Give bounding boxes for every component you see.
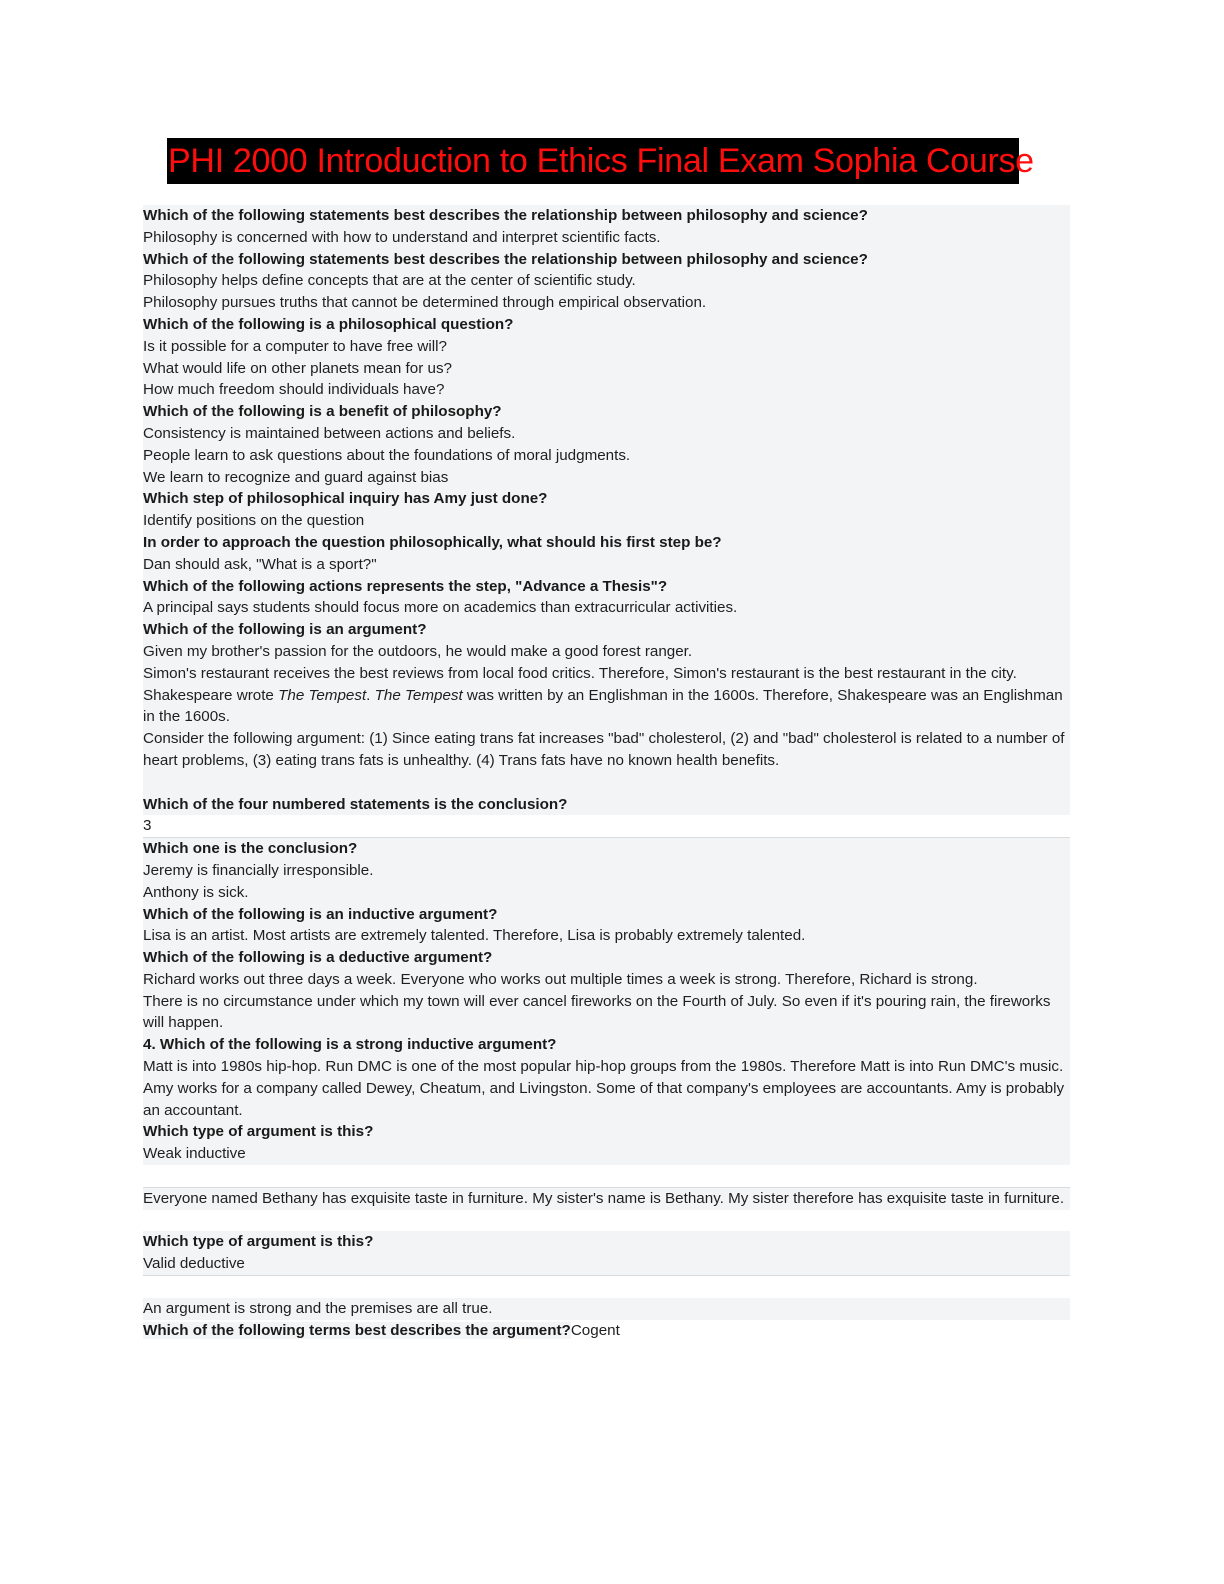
answer-text bbox=[143, 685, 1070, 729]
answer-text: Jeremy is financially irresponsible. bbox=[143, 860, 1070, 882]
answer-text: Lisa is an artist. Most artists are extremely talented. Therefore, Lisa is probably extremely talented. bbox=[143, 925, 1070, 947]
question-text: Which step of philosophical inquiry has Amy just done? bbox=[143, 488, 1070, 510]
question-text: Which of the following is a deductive argument? bbox=[143, 947, 1070, 969]
answer-text: Philosophy helps define concepts that are at the center of scientific study. bbox=[143, 270, 1070, 292]
answer-text: A principal says students should focus more on academics than extracurricular activities. bbox=[143, 597, 1070, 619]
argument-text: Everyone named Bethany has exquisite taste in furniture. My sister's name is Bethany. My sister therefore has exquisite taste in furniture. bbox=[143, 1189, 1065, 1207]
answer-text: There is no circumstance under which my town will ever cancel fireworks on the Fourth of July. So even if it's pouring rain, the fireworks will happen. bbox=[143, 991, 1070, 1035]
book-title: The Tempest bbox=[278, 686, 367, 704]
document-title: PHI 2000 Introduction to Ethics Final Exam Sophia Course bbox=[168, 142, 1034, 180]
question-text: Which of the following is an argument? bbox=[143, 619, 1070, 641]
question-text: Which of the following terms best describes the argument? bbox=[143, 1321, 571, 1339]
argument-block bbox=[143, 728, 1070, 815]
argument-text: An argument is strong and the premises are all true. bbox=[143, 1298, 1070, 1320]
question-text: Which of the following is a benefit of philosophy? bbox=[143, 401, 1070, 423]
question-text: Which of the following is a philosophical question? bbox=[143, 314, 1070, 336]
question-text: Which type of argument is this? bbox=[143, 1231, 1070, 1253]
answer-text: Anthony is sick. bbox=[143, 882, 1070, 904]
answer-text-part: . bbox=[366, 686, 375, 704]
answer-text: Consistency is maintained between actions and beliefs. bbox=[143, 423, 1070, 445]
document-title-banner bbox=[167, 138, 1034, 184]
answer-text: Given my brother's passion for the outdoors, he would make a good forest ranger. bbox=[143, 641, 1070, 663]
spacer bbox=[143, 1210, 1070, 1232]
spacer bbox=[143, 772, 1070, 794]
spacer bbox=[143, 1276, 1070, 1298]
exam-content bbox=[143, 205, 1070, 1341]
answer-text: Cogent bbox=[570, 1321, 620, 1339]
answer-text: We learn to recognize and guard against bias bbox=[143, 467, 1070, 489]
argument-block bbox=[143, 1187, 1070, 1210]
answer-text: Richard works out three days a week. Everyone who works out multiple times a week is strong. Therefore, Richard is strong. bbox=[143, 969, 1070, 991]
answer-text: Weak inductive bbox=[143, 1143, 1070, 1165]
argument-text: Consider the following argument: (1) Since eating trans fat increases "bad" cholesterol, (2) and "bad" cholesterol is related to a number of heart problems, (3) eating trans fats is unhealthy. (4) Trans fats have no known health benefits. bbox=[143, 730, 1065, 769]
question-text: Which of the four numbered statements is the conclusion? bbox=[143, 795, 568, 813]
answer-text: 3 bbox=[143, 815, 1070, 838]
answer-text: People learn to ask questions about the foundations of moral judgments. bbox=[143, 445, 1070, 467]
question-text: Which of the following statements best describes the relationship between philosophy and science? bbox=[143, 249, 1070, 271]
answer-text: What would life on other planets mean for us? bbox=[143, 358, 1070, 380]
answer-text: Valid deductive bbox=[143, 1253, 1070, 1276]
question-text: In order to approach the question philosophically, what should his first step be? bbox=[143, 532, 1070, 554]
question-text: Which type of argument is this? bbox=[143, 1121, 1070, 1143]
answer-text: Philosophy pursues truths that cannot be determined through empirical observation. bbox=[143, 292, 1070, 314]
answer-text: Identify positions on the question bbox=[143, 510, 1070, 532]
answer-text: Amy works for a company called Dewey, Cheatum, and Livingston. Some of that company's employees are accountants. Amy is probably an accountant. bbox=[143, 1078, 1070, 1122]
answer-text: Philosophy is concerned with how to understand and interpret scientific facts. bbox=[143, 227, 1070, 249]
book-title: The Tempest bbox=[374, 686, 463, 704]
question-answer-line bbox=[143, 1320, 1070, 1342]
question-text: Which one is the conclusion? bbox=[143, 838, 1070, 860]
question-text: 4. Which of the following is a strong inductive argument? bbox=[143, 1034, 1070, 1056]
answer-text: Dan should ask, "What is a sport?" bbox=[143, 554, 1070, 576]
answer-text: Simon's restaurant receives the best reviews from local food critics. Therefore, Simon's restaurant is the best restaurant in the city. bbox=[143, 663, 1070, 685]
question-text: Which of the following is an inductive argument? bbox=[143, 904, 1070, 926]
answer-text-part: Shakespeare wrote bbox=[143, 686, 279, 704]
answer-text: Matt is into 1980s hip-hop. Run DMC is one of the most popular hip-hop groups from the 1980s. Therefore Matt is into Run DMC's music. bbox=[143, 1056, 1070, 1078]
question-text: Which of the following actions represents the step, "Advance a Thesis"? bbox=[143, 576, 1070, 598]
spacer bbox=[143, 1165, 1070, 1187]
answer-text: How much freedom should individuals have? bbox=[143, 379, 1070, 401]
answer-text-part: was written by an Englishman in the 1600s. Therefore, Shakespeare was an Englishman in the 1600s. bbox=[143, 686, 1063, 726]
answer-text: Is it possible for a computer to have free will? bbox=[143, 336, 1070, 358]
question-text: Which of the following statements best describes the relationship between philosophy and science? bbox=[143, 205, 1070, 227]
